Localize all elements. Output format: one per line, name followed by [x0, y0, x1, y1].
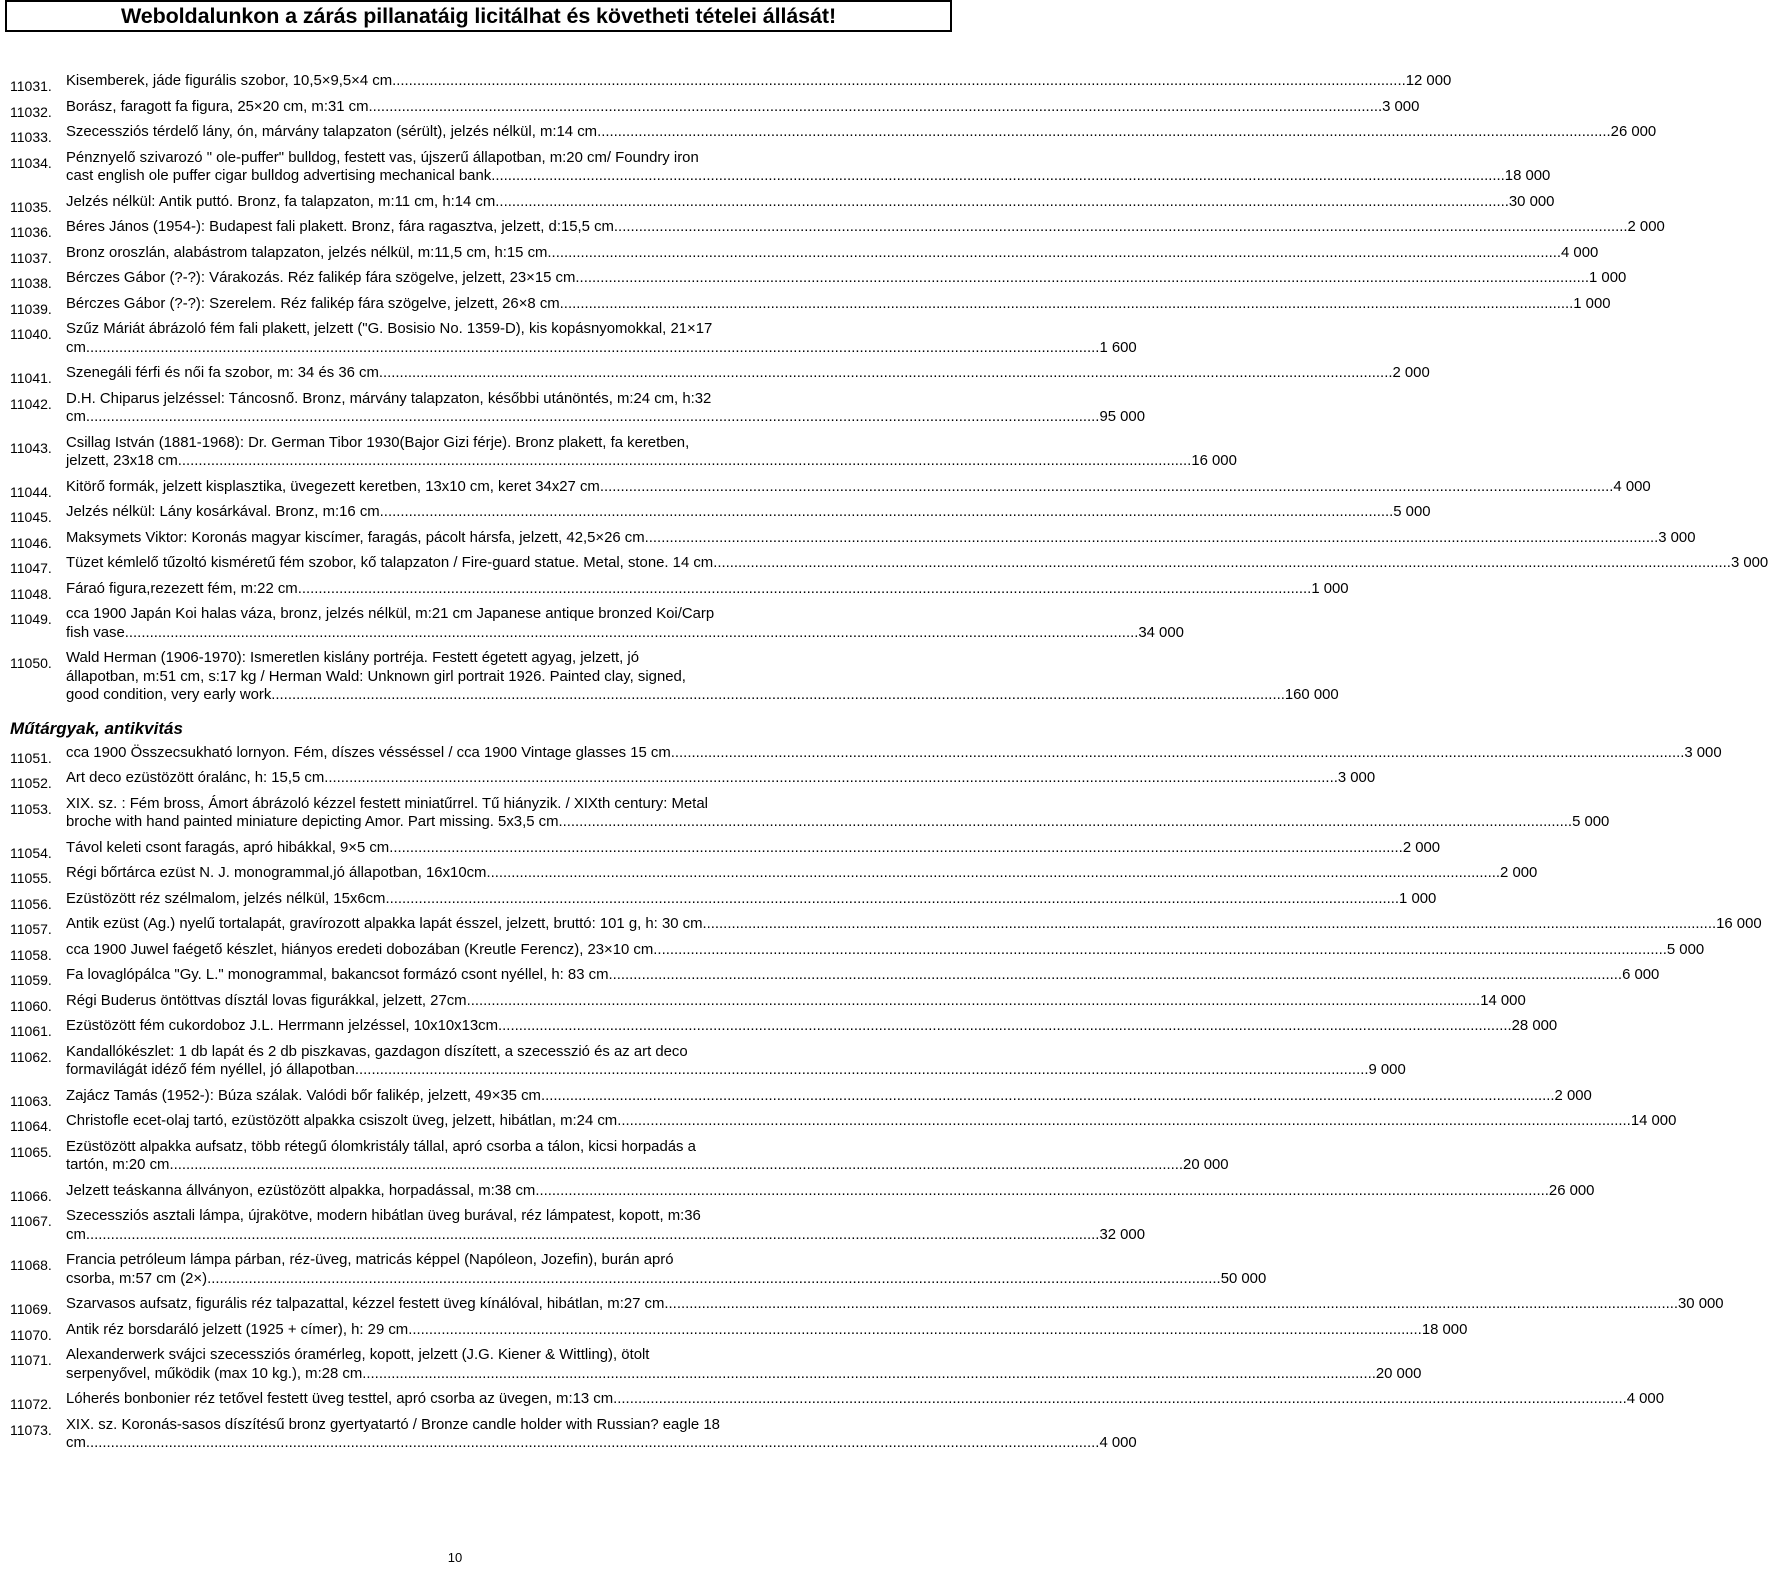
lot-starting-price: 3 000	[1337, 770, 1376, 786]
lot-entry	[10, 992, 1526, 1018]
lot-description-line: Ezüstözött réz szélmalom, jelzés nélkül, 15x6cm .....	[66, 890, 1399, 909]
lot-number: 11049.	[10, 611, 52, 627]
lot-description-line: Antik ezüst (Ag.) nyelű tortalapát, gravírozott alpakka lapát ésszel, jelzett, bruttó: 101 g, h: 30 cm .....	[66, 915, 1716, 934]
lot-description-line: cca 1900 Japán Koi halas váza, bronz, jelzés nélkül, m:21 cm Japanese antique bronzed Koi/Carp	[66, 606, 715, 622]
lot-description-line: Wald Herman (1906-1970): Ismeretlen kislány portréja. Festett égetett agyag, jelzett, jó	[66, 650, 640, 666]
lot-description	[66, 580, 1349, 606]
page-number: 10	[447, 1550, 463, 1565]
lot-number: 11061.	[10, 1023, 52, 1039]
lot-description	[66, 1112, 1676, 1138]
lot-entry	[10, 72, 1452, 98]
lot-number: 11059.	[10, 972, 52, 988]
lot-description	[66, 839, 1440, 865]
lot-description	[66, 1295, 1724, 1321]
lot-entry	[10, 218, 1665, 244]
lot-list	[10, 72, 1768, 1460]
lot-description	[66, 941, 1704, 967]
lot-entry	[10, 1251, 1267, 1295]
lot-number: 11050.	[10, 655, 52, 671]
lot-description	[66, 605, 1184, 649]
lot-description-line: tartón, m:20 cm .....	[66, 1156, 1183, 1175]
lot-description-line: Bérczes Gábor (?-?): Szerelem. Réz falikép fára szögelve, jelzett, 26×8 cm .....	[66, 295, 1573, 314]
lot-description-line: broche with hand painted miniature depicting Amor. Part missing. 5x3,5 cm .....	[66, 813, 1572, 832]
lot-entry	[10, 941, 1705, 967]
lot-entry	[10, 478, 1651, 504]
lot-description-line: XIX. sz. : Fém bross, Ámort ábrázoló kézzel festett miniatűrrel. Tű hiányzik. / XIXth century: Metal	[66, 795, 708, 812]
lot-starting-price: 3 000	[1382, 98, 1420, 115]
lot-entry	[10, 529, 1696, 555]
lot-entry	[10, 744, 1722, 770]
lot-starting-price: 14 000	[1630, 1113, 1677, 1129]
lot-entry	[10, 1138, 1229, 1182]
lot-description-line: Alexanderwerk svájci szecessziós óramérleg, kopott, jelzett (J.G. Kiener & Wittling), ötolt	[66, 1347, 650, 1363]
lot-description-line: Antik réz borsdaráló jelzett (1925 + címer), h: 29 cm .....	[66, 1321, 1422, 1340]
lot-description-line: Bronz oroszlán, alabástrom talapzaton, jelzés nélkül, m:11,5 cm, h:15 cm .....	[66, 244, 1561, 263]
lot-description	[66, 554, 1768, 580]
lot-description	[66, 795, 1609, 839]
lot-description	[66, 218, 1665, 244]
lot-description-line: Jelzett teáskanna állványon, ezüstözött alpakka, horpadással, m:38 cm .....	[66, 1182, 1549, 1201]
lot-entry	[10, 503, 1431, 529]
lot-description-line: Szűz Máriát ábrázoló fém fali plakett, jelzett ("G. Bosisio No. 1359-D), kis kopásnyomokkal, 21×17	[66, 321, 713, 337]
lot-description-line: XIX. sz. Koronás-sasos díszítésű bronz gyertyatartó / Bronze candle holder with Russian? eagle 18	[66, 1416, 720, 1433]
lot-description	[66, 1017, 1557, 1043]
lot-description-line: Maksymets Viktor: Koronás magyar kiscímer, faragás, pácolt hársfa, jelzett, 42,5×26 cm .....	[66, 529, 1658, 548]
lot-entry	[10, 1390, 1664, 1416]
lot-starting-price: 16 000	[1191, 453, 1237, 469]
lot-description-line: D.H. Chiparus jelzéssel: Táncosnő. Bronz, márvány talapzaton, későbbi utánöntés, m:24 cm, h:32	[66, 390, 712, 407]
lot-number: 11040.	[10, 326, 52, 342]
lot-entry	[10, 244, 1599, 270]
lot-starting-price: 2 000	[1554, 1087, 1592, 1104]
lot-starting-price: 3 000	[1730, 555, 1768, 571]
lot-starting-price: 4 000	[1626, 1391, 1664, 1407]
lot-description-line: serpenyővel, működik (max 10 kg.), m:28 cm .....	[66, 1365, 1376, 1384]
lot-description-line: good condition, very early work .....	[66, 686, 1285, 705]
lot-description-line: Art deco ezüstözött óralánc, h: 15,5 cm .....	[66, 769, 1338, 788]
lot-starting-price: 5 000	[1572, 814, 1610, 830]
lot-description-line: fish vase .....	[66, 624, 1138, 643]
lot-description	[66, 864, 1537, 890]
lot-description	[66, 744, 1722, 770]
lot-entry	[10, 434, 1237, 478]
lot-starting-price: 30 000	[1678, 1296, 1724, 1312]
lot-number: 11064.	[10, 1118, 52, 1134]
lot-number: 11051.	[10, 749, 52, 766]
lot-number: 11062.	[10, 1048, 52, 1065]
lot-description-line: jelzett, 23x18 cm .....	[66, 452, 1191, 471]
lot-description	[66, 364, 1430, 390]
lot-number: 11067.	[10, 1213, 52, 1229]
lot-description-line: cm .....	[66, 1226, 1099, 1245]
lot-starting-price: 30 000	[1508, 193, 1555, 210]
lot-entry	[10, 1321, 1468, 1347]
lot-description-line: Ezüstözött fém cukordoboz J.L. Herrmann jelzéssel, 10x10x13cm .....	[66, 1017, 1512, 1036]
lot-number: 11033.	[10, 129, 52, 145]
lot-number: 11031.	[10, 78, 52, 94]
lot-starting-price: 2 000	[1392, 365, 1430, 381]
lot-number: 11039.	[10, 300, 52, 317]
lot-entry	[10, 390, 1145, 434]
lot-number: 11069.	[10, 1301, 52, 1317]
lot-number: 11046.	[10, 534, 52, 551]
lot-description	[66, 123, 1656, 149]
lot-number: 11045.	[10, 509, 52, 525]
lot-entry	[10, 864, 1538, 890]
lot-starting-price: 12 000	[1405, 73, 1452, 89]
lot-entry	[10, 149, 1551, 193]
lot-starting-price: 1 000	[1589, 270, 1627, 286]
lot-number: 11048.	[10, 585, 52, 602]
lot-entry	[10, 580, 1349, 606]
lot-description	[66, 98, 1419, 124]
lot-description-line: csorba, m:57 cm (2×) .....	[66, 1270, 1221, 1289]
lot-entry	[10, 1207, 1145, 1251]
lot-entry	[10, 605, 1184, 649]
lot-starting-price: 3 000	[1684, 744, 1722, 761]
lot-number: 11055.	[10, 870, 52, 886]
lot-starting-price: 26 000	[1610, 124, 1657, 140]
lot-description	[66, 1346, 1421, 1390]
lot-description-line: Jelzés nélkül: Antik puttó. Bronz, fa talapzaton, m:11 cm, h:14 cm .....	[66, 193, 1509, 212]
lot-description-line: Szarvasos aufsatz, figurális réz talpazattal, kézzel festett üveg kínálóval, hibátlan, m:27 cm .....	[66, 1295, 1678, 1314]
lot-entry	[10, 1346, 1422, 1390]
lot-description-line: cca 1900 Összecsukható lornyon. Fém, díszes vésséssel / cca 1900 Vintage glasses 15 cm .....	[66, 744, 1684, 763]
lot-entry	[10, 1017, 1558, 1043]
lot-description-line: Jelzés nélkül: Lány kosárkával. Bronz, m:16 cm .....	[66, 503, 1393, 522]
lot-description	[66, 503, 1431, 529]
lot-number: 11063.	[10, 1092, 52, 1109]
lot-starting-price: 9 000	[1368, 1062, 1406, 1078]
page-title: Weboldalunkon a zárás pillanatáig licitálhat és követheti tételei állását!	[120, 3, 837, 28]
lot-description-line: Ezüstözött alpakka aufsatz, több rétegű ólomkristály tállal, apró csorba a tálon, kicsi horpadás a	[66, 1138, 696, 1155]
lot-entry	[10, 915, 1762, 941]
lot-entry	[10, 554, 1768, 580]
lot-number: 11042.	[10, 395, 52, 412]
lot-description	[66, 1390, 1664, 1416]
lot-starting-price: 28 000	[1511, 1018, 1558, 1034]
lot-entry	[10, 649, 1339, 712]
lot-description-line: cm .....	[66, 339, 1099, 358]
lot-number: 11043.	[10, 439, 52, 456]
lot-starting-price: 18 000	[1504, 168, 1551, 184]
lot-starting-price: 50 000	[1220, 1270, 1267, 1287]
lot-starting-price: 95 000	[1099, 409, 1145, 425]
lot-starting-price: 1 000	[1573, 295, 1611, 312]
lot-description-line: Fáraó figura,rezezett fém, m:22 cm .....	[66, 580, 1311, 599]
lot-description	[66, 193, 1554, 219]
lot-description	[66, 1182, 1594, 1208]
lot-description	[66, 295, 1611, 321]
lot-entry	[10, 1295, 1724, 1321]
lot-number: 11038.	[10, 275, 52, 291]
lot-number: 11053.	[10, 800, 52, 817]
lot-description-line: Szecessziós asztali lámpa, újrakötve, modern hibátlan üveg burával, réz lámpatest, kopott, m:36	[66, 1208, 701, 1224]
lot-starting-price: 1 600	[1099, 339, 1137, 356]
lot-description-line: Borász, faragott fa figura, 25×20 cm, m:31 cm .....	[66, 98, 1382, 117]
lot-entry	[10, 1043, 1406, 1087]
lot-starting-price: 3 000	[1658, 529, 1696, 546]
lot-number: 11032.	[10, 103, 52, 120]
lot-description-line: Kandallókészlet: 1 db lapát és 2 db piszkavas, gazdagon díszített, a szecesszió és az art deco	[66, 1043, 688, 1060]
lot-description	[66, 72, 1451, 98]
lot-description	[66, 890, 1436, 916]
lot-number: 11066.	[10, 1187, 52, 1204]
lot-description-line: cm .....	[66, 408, 1099, 427]
lot-number: 11052.	[10, 775, 52, 791]
lot-number: 11054.	[10, 844, 52, 861]
lot-number: 11036.	[10, 224, 52, 240]
lot-description-line: Tüzet kémlelő tűzoltó kisméretű fém szobor, kő talapzaton / Fire-guard statue. Metal, stone. 14 cm. .....	[66, 554, 1731, 573]
lot-description	[66, 149, 1550, 193]
lot-description	[66, 966, 1659, 992]
lot-entry	[10, 123, 1657, 149]
lot-number: 11056.	[10, 895, 52, 912]
lot-starting-price: 4 000	[1561, 244, 1599, 261]
lot-description-line: Bérczes Gábor (?-?): Várakozás. Réz falikép fára szögelve, jelzett, 23×15 cm .....	[66, 269, 1589, 288]
lot-starting-price: 16 000	[1716, 916, 1762, 932]
lot-number: 11073.	[10, 1421, 52, 1438]
lot-starting-price: 20 000	[1375, 1365, 1422, 1382]
lot-description-line: Régi Buderus öntöttvas dísztál lovas figurákkal, jelzett, 27cm .....	[66, 992, 1480, 1011]
lot-number: 11047.	[10, 560, 52, 576]
lot-description-line: Pénznyelő szivarozó " ole-puffer" bulldog, festett vas, újszerű állapotban, m:20 cm/ Foundry iron	[66, 149, 699, 166]
lot-entry	[10, 769, 1376, 795]
lot-starting-price: 2 000	[1627, 219, 1665, 235]
lot-starting-price: 6 000	[1622, 967, 1660, 983]
lot-description-line: Zajácz Tamás (1952-): Búza szálak. Valódi bőr falikép, jelzett, 49×35 cm .....	[66, 1087, 1555, 1106]
lot-entry	[10, 98, 1420, 124]
lot-description-line: Francia petróleum lámpa párban, réz-üveg, matricás képpel (Napóleon, Jozefin), burán apró	[66, 1252, 674, 1268]
lot-description	[66, 915, 1762, 941]
section-heading: Műtárgyak, antikvitás	[10, 718, 183, 738]
lot-description-line: cca 1900 Juwel faégető készlet, hiányos eredeti dobozában (Kreutle Ferencz), 23×10 cm .....	[66, 941, 1667, 960]
lot-number: 11065.	[10, 1143, 52, 1160]
lot-entry	[10, 364, 1430, 390]
lot-number: 11041.	[10, 370, 52, 386]
lot-starting-price: 32 000	[1099, 1226, 1145, 1243]
lot-starting-price: 1 000	[1311, 580, 1349, 597]
lot-description-line: Béres János (1954-): Budapest fali plakett. Bronz, fára ragasztva, jelzett, d:15,5 cm .....	[66, 218, 1628, 237]
lot-description-line: Szenegáli férfi és női fa szobor, m: 34 és 36 cm .....	[66, 364, 1392, 383]
lot-entry	[10, 966, 1660, 992]
lot-description	[66, 390, 1145, 434]
lot-entry	[10, 1416, 1137, 1460]
lot-starting-price: 4 000	[1613, 478, 1651, 495]
lot-starting-price: 2 000	[1500, 865, 1538, 881]
lot-number: 11034.	[10, 154, 52, 171]
lot-number: 11044.	[10, 483, 52, 500]
lot-starting-price: 20 000	[1183, 1157, 1229, 1173]
lot-description	[66, 992, 1526, 1018]
lot-description	[66, 1207, 1145, 1251]
lot-description-line: Távol keleti csont faragás, apró hibákkal, 9×5 cm .....	[66, 839, 1403, 858]
lot-starting-price: 34 000	[1138, 624, 1184, 641]
lot-number: 11035.	[10, 198, 52, 215]
lot-description	[66, 320, 1137, 364]
lot-number: 11071.	[10, 1352, 52, 1368]
lot-description	[66, 529, 1696, 555]
lot-description	[66, 1043, 1406, 1087]
lot-number: 11057.	[10, 921, 52, 937]
lot-entry	[10, 320, 1137, 364]
lot-description	[66, 269, 1626, 295]
lot-description-line: Fa lovaglópálca "Gy. L." monogrammal, bakancsot formázó csont nyéllel, h: 83 cm .....	[66, 966, 1622, 985]
lot-number: 11068.	[10, 1257, 52, 1273]
lot-entry	[10, 1182, 1595, 1208]
lot-entry	[10, 1087, 1592, 1113]
lot-starting-price: 14 000	[1480, 992, 1526, 1009]
lot-starting-price: 5 000	[1393, 504, 1431, 520]
lot-starting-price: 5 000	[1666, 941, 1705, 958]
lot-description	[66, 1321, 1467, 1347]
lot-description-line: Kisemberek, jáde figurális szobor, 10,5×9,5×4 cm .....	[66, 72, 1406, 91]
lot-entry	[10, 1112, 1677, 1138]
lot-starting-price: 2 000	[1402, 839, 1441, 856]
lot-description-line: Christofle ecet-olaj tartó, ezüstözött alpakka csiszolt üveg, jelzett, hibátlan, m:24 cm .....	[66, 1112, 1631, 1131]
lot-starting-price: 26 000	[1548, 1182, 1595, 1199]
lot-description-line: Szecessziós térdelő lány, ón, márvány talapzaton (sérült), jelzés nélkül, m:14 cm .....	[66, 123, 1611, 142]
lot-starting-price: 18 000	[1421, 1321, 1468, 1338]
lot-description	[66, 434, 1237, 478]
lot-number: 11070.	[10, 1326, 52, 1343]
lot-description	[66, 1251, 1266, 1295]
lot-description-line: Régi bőrtárca ezüst N. J. monogrammal,jó állapotban, 16x10cm .....	[66, 864, 1500, 883]
lot-starting-price: 4 000	[1099, 1435, 1137, 1451]
lot-description	[66, 649, 1339, 712]
lot-description	[66, 478, 1651, 504]
lot-starting-price: 1 000	[1399, 890, 1437, 907]
lot-description-line: Kitörő formák, jelzett kisplasztika, üvegezett keretben, 13x10 cm, keret 34x27 cm .....	[66, 478, 1613, 497]
lot-description	[66, 1087, 1592, 1113]
lot-entry	[10, 839, 1441, 865]
lot-entry	[10, 295, 1611, 321]
lot-number: 11072.	[10, 1396, 52, 1412]
lot-description-line: formavilágát idéző fém nyéllel, jó állapotban .....	[66, 1061, 1368, 1080]
lot-entry	[10, 269, 1627, 295]
lot-entry	[10, 890, 1437, 916]
lot-description-line: Lóherés bonbonier réz tetővel festett üveg testtel, apró csorba az üvegen, m:13 cm .....	[66, 1390, 1627, 1409]
lot-number: 11060.	[10, 997, 52, 1014]
lot-entry	[10, 795, 1610, 839]
lot-description-line: cm .....	[66, 1434, 1099, 1453]
lot-number: 11058.	[10, 946, 52, 963]
lot-description-line: állapotban, m:51 cm, s:17 kg / Herman Wald: Unknown girl portrait 1926. Painted clay, signed,	[66, 668, 686, 685]
lot-description	[66, 769, 1375, 795]
page-header	[5, 0, 952, 32]
lot-description	[66, 244, 1598, 270]
lot-starting-price: 160 000	[1284, 687, 1339, 703]
lot-description	[66, 1138, 1229, 1182]
lot-description-line: cast english ole puffer cigar bulldog advertising mechanical bank .....	[66, 167, 1505, 186]
lot-description-line: Csillag István (1881-1968): Dr. German Tibor 1930(Bajor Gizi férje). Bronz plakett, fa keretben,	[66, 434, 690, 451]
lot-entry	[10, 193, 1555, 219]
lot-description	[66, 1416, 1137, 1460]
lot-number: 11037.	[10, 249, 52, 266]
